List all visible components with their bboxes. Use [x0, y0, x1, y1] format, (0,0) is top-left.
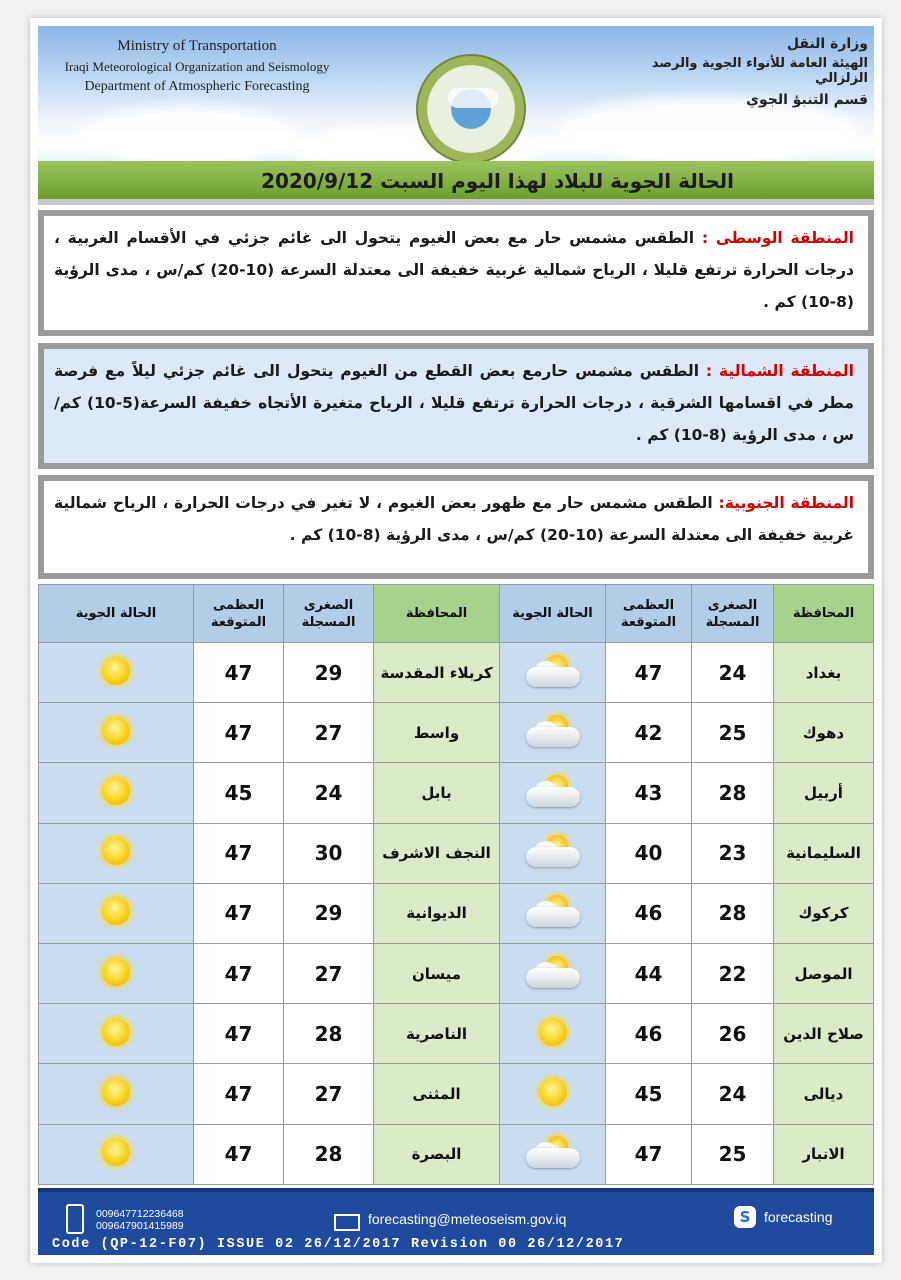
col-max: العظمى المتوقعة [194, 585, 284, 643]
max-temp-cell: 47 [606, 643, 692, 703]
governorate-cell: ميسان [374, 943, 500, 1003]
sunny-icon [95, 896, 137, 926]
organization-name-en: Iraqi Meteorological Organization and Seismology [64, 59, 330, 74]
region-central-text: الطقس مشمس حار مع بعض الغيوم يتحول الى غائم جزئي في الأقسام الغربية ، درجات الحرارة ترتفع قليلا ، الرياح شمالية غربية خفيفة الى معتدلة السرعة (10-20) كم/س ، مدى الرؤية (8-10) كم . [54, 229, 855, 311]
weather-cell [39, 763, 194, 823]
partly-cloudy-icon [524, 954, 582, 990]
email-icon [334, 1214, 360, 1231]
sunny-icon [95, 776, 137, 806]
document-code: Code (QP-12-F07) ISSUE 02 26/12/2017 Revision 00 26/12/2017 [52, 1237, 625, 1252]
email-address[interactable]: forecasting@meteoseism.gov.iq [368, 1211, 567, 1227]
governorate-cell: المثنى [374, 1064, 500, 1124]
organization-seal-icon [416, 54, 526, 164]
region-south-label: المنطقة الجنوبية: [718, 494, 855, 512]
governorate-cell: ديالى [774, 1064, 874, 1124]
page-title: الحالة الجوية للبلاد لهذا اليوم السبت 2020/9/12 [261, 169, 734, 193]
governorate-cell: صلاح الدين [774, 1004, 874, 1064]
col-weather: الحالة الجوية [500, 585, 606, 643]
partly-cloudy-icon [524, 773, 582, 809]
footer-bar [38, 1188, 874, 1255]
max-temp-cell: 47 [194, 703, 284, 763]
region-central-label: المنطقة الوسطى : [701, 229, 854, 247]
header-english [52, 38, 342, 95]
skype-handle[interactable]: forecasting [764, 1209, 833, 1225]
max-temp-cell: 47 [194, 1064, 284, 1124]
phone-numbers [96, 1208, 184, 1232]
partly-cloudy-icon [524, 833, 582, 869]
max-temp-cell: 47 [194, 643, 284, 703]
min-temp-cell: 22 [692, 943, 774, 1003]
col-max: العظمى المتوقعة [606, 585, 692, 643]
skype-icon: S [734, 1206, 756, 1228]
partly-cloudy-icon [524, 713, 582, 749]
region-south-text: الطقس مشمس حار مع ظهور بعض الغيوم ، لا تغير في درجات الحرارة ، الرياح شمالية غربية خفيفة الى معتدلة السرعة (10-20) كم/س ، مدى الرؤية (8-10) كم . [54, 494, 854, 544]
min-temp-cell: 23 [692, 823, 774, 883]
governorate-cell: النجف الاشرف [374, 823, 500, 883]
sunny-icon [95, 656, 137, 686]
governorate-cell: الموصل [774, 943, 874, 1003]
col-governorate: المحافظة [774, 585, 874, 643]
sunny-icon [95, 716, 137, 746]
weather-cell [39, 643, 194, 703]
table-row [39, 703, 874, 763]
weather-cell [500, 823, 606, 883]
max-temp-cell: 42 [606, 703, 692, 763]
sunny-icon [95, 1077, 137, 1107]
forecast-sheet [30, 18, 882, 1263]
max-temp-cell: 45 [606, 1064, 692, 1124]
weather-cell [500, 1064, 606, 1124]
governorate-cell: السليمانية [774, 823, 874, 883]
max-temp-cell: 46 [606, 883, 692, 943]
table-row [39, 763, 874, 823]
table-row [39, 883, 874, 943]
min-temp-cell: 29 [284, 643, 374, 703]
partly-cloudy-icon [524, 1134, 582, 1170]
partly-cloudy-icon [524, 893, 582, 929]
ministry-name-en: Ministry of Transportation [117, 38, 277, 54]
min-temp-cell: 28 [692, 883, 774, 943]
department-name-ar: قسم التنبؤ الجوي [746, 92, 868, 108]
max-temp-cell: 44 [606, 943, 692, 1003]
max-temp-cell: 43 [606, 763, 692, 823]
table-row [39, 1064, 874, 1124]
weather-cell [39, 1064, 194, 1124]
sunny-icon [95, 957, 137, 987]
region-central [38, 210, 874, 336]
min-temp-cell: 24 [692, 1064, 774, 1124]
min-temp-cell: 25 [692, 703, 774, 763]
col-min: الصغرى المسجلة [692, 585, 774, 643]
max-temp-cell: 47 [194, 883, 284, 943]
table-row [39, 643, 874, 703]
min-temp-cell: 26 [692, 1004, 774, 1064]
department-name-en: Department of Atmospheric Forecasting [84, 79, 310, 94]
ministry-name-ar: وزارة النقل [786, 36, 868, 52]
region-north [38, 343, 874, 469]
partly-cloudy-icon [524, 653, 582, 689]
weather-cell [39, 883, 194, 943]
weather-cell [500, 883, 606, 943]
region-north-text: الطقس مشمس حارمع بعض القطع من الغيوم يتحول الى غائم جزئي ليلاً مع فرصة مطر في اقسامها الشرقية ، درجات الحرارة ترتفع قليلا ، الرياح متغيرة الأتجاه خفيفة السرعة(5-10) كم/س ، مدى الرؤية (8-10) كم . [54, 362, 854, 444]
min-temp-cell: 30 [284, 823, 374, 883]
governorate-cell: واسط [374, 703, 500, 763]
table-row [39, 943, 874, 1003]
governorate-cell: أربيل [774, 763, 874, 823]
organization-name-ar: الهيئة العامة للأنواء الجوية والرصد الزلزالي [651, 56, 868, 86]
min-temp-cell: 27 [284, 1064, 374, 1124]
region-north-label: المنطقة الشمالية : [705, 362, 854, 380]
weather-cell [500, 703, 606, 763]
header-banner [38, 26, 874, 174]
weather-cell [39, 1124, 194, 1184]
phone-number: 009647901415989 [96, 1220, 184, 1232]
min-temp-cell: 25 [692, 1124, 774, 1184]
min-temp-cell: 28 [692, 763, 774, 823]
sunny-icon [95, 1137, 137, 1167]
min-temp-cell: 24 [692, 643, 774, 703]
temperature-table [38, 584, 874, 1185]
sunny-icon [532, 1017, 574, 1047]
weather-cell [500, 643, 606, 703]
weather-cell [500, 1004, 606, 1064]
min-temp-cell: 27 [284, 703, 374, 763]
sunny-icon [532, 1077, 574, 1107]
phone-icon [66, 1204, 84, 1234]
max-temp-cell: 46 [606, 1004, 692, 1064]
weather-cell [39, 1004, 194, 1064]
max-temp-cell: 47 [194, 823, 284, 883]
title-bar [38, 161, 874, 205]
table-row [39, 1004, 874, 1064]
governorate-cell: الناصرية [374, 1004, 500, 1064]
min-temp-cell: 24 [284, 763, 374, 823]
col-weather: الحالة الجوية [39, 585, 194, 643]
max-temp-cell: 47 [194, 1124, 284, 1184]
region-south [38, 475, 874, 579]
min-temp-cell: 27 [284, 943, 374, 1003]
weather-cell [500, 943, 606, 1003]
governorate-cell: الانبار [774, 1124, 874, 1184]
weather-cell [39, 823, 194, 883]
sunny-icon [95, 1017, 137, 1047]
governorate-cell: دهوك [774, 703, 874, 763]
weather-cell [500, 763, 606, 823]
governorate-cell: كركوك [774, 883, 874, 943]
min-temp-cell: 29 [284, 883, 374, 943]
max-temp-cell: 40 [606, 823, 692, 883]
col-min: الصغرى المسجلة [284, 585, 374, 643]
table-header-row [39, 585, 874, 643]
weather-cell [39, 943, 194, 1003]
governorate-cell: بغداد [774, 643, 874, 703]
weather-cell [500, 1124, 606, 1184]
weather-cell [39, 703, 194, 763]
governorate-cell: الديوانية [374, 883, 500, 943]
governorate-cell: البصرة [374, 1124, 500, 1184]
sunny-icon [95, 836, 137, 866]
min-temp-cell: 28 [284, 1004, 374, 1064]
governorate-cell: بابل [374, 763, 500, 823]
table-row [39, 1124, 874, 1184]
max-temp-cell: 47 [194, 1004, 284, 1064]
max-temp-cell: 47 [194, 943, 284, 1003]
max-temp-cell: 45 [194, 763, 284, 823]
table-row [39, 823, 874, 883]
max-temp-cell: 47 [606, 1124, 692, 1184]
col-governorate: المحافظة [374, 585, 500, 643]
phone-number: 009647712236468 [96, 1208, 184, 1220]
header-arabic [608, 36, 868, 108]
governorate-cell: كربلاء المقدسة [374, 643, 500, 703]
min-temp-cell: 28 [284, 1124, 374, 1184]
